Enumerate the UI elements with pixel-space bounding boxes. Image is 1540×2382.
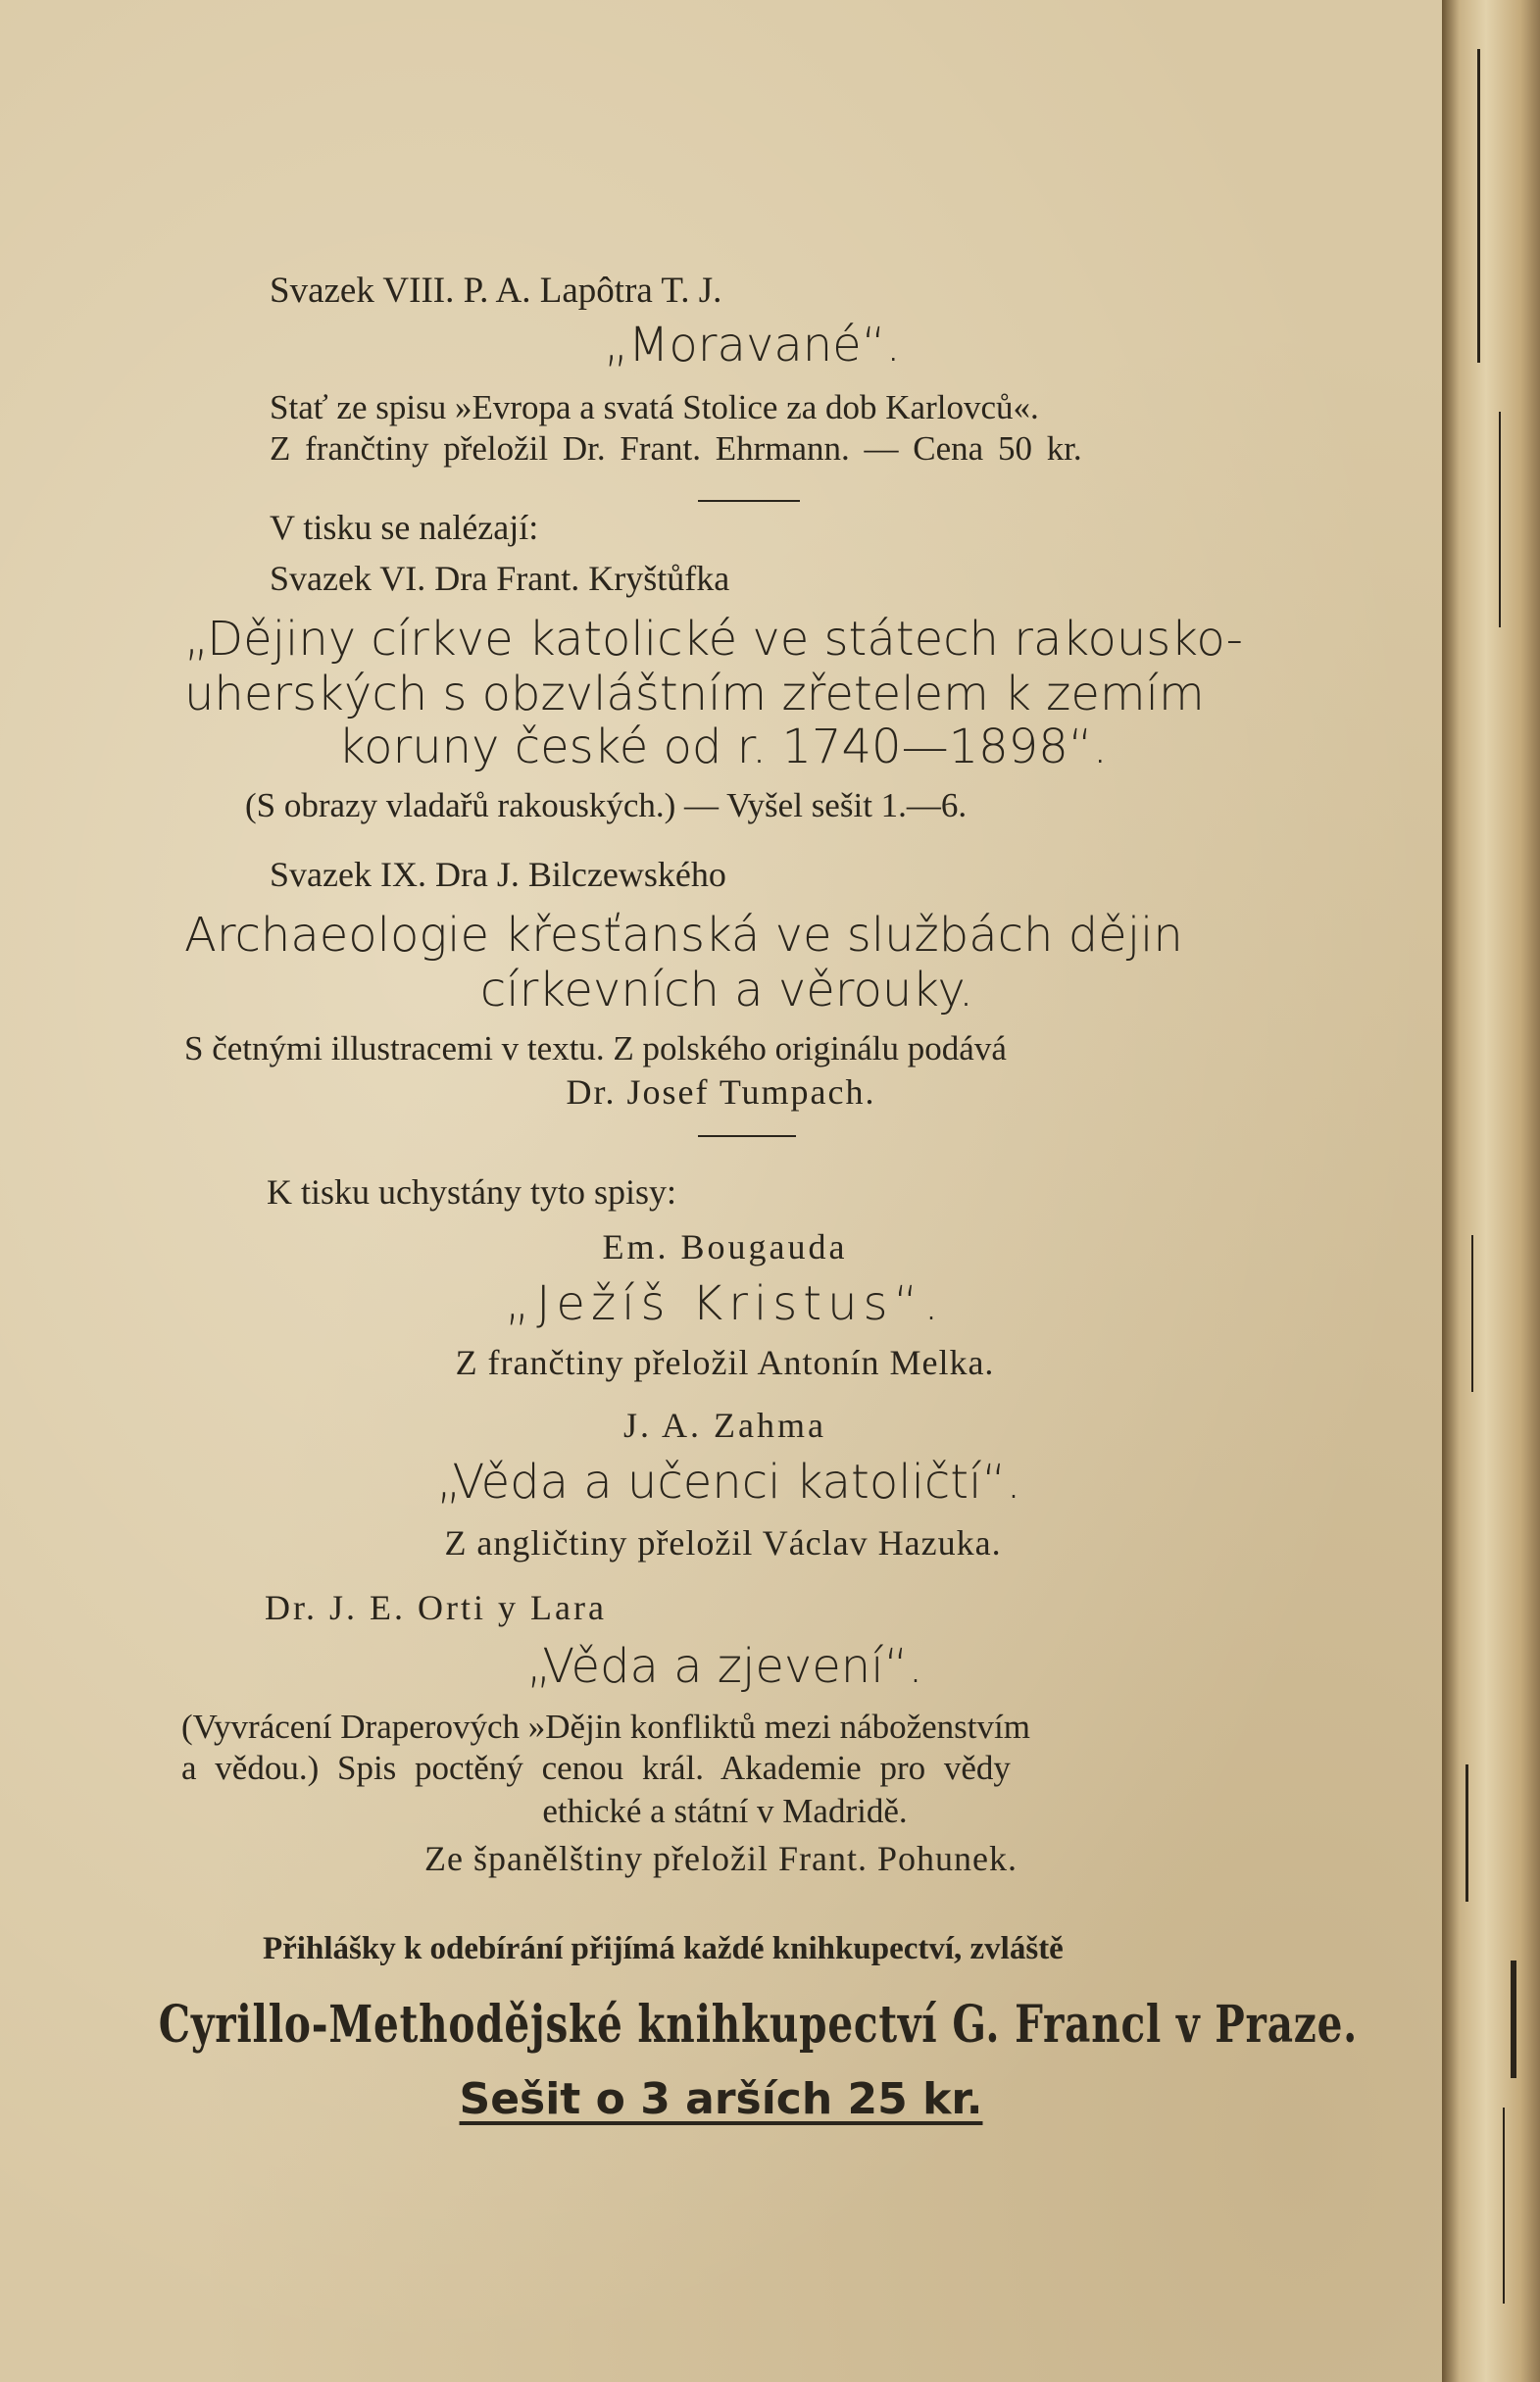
text-translator-hazuka: Z angličtiny přeložil Václav Hazuka. <box>444 1523 1002 1563</box>
title-veda-ucenci: „Věda a učenci katoličtí“. <box>436 1455 1021 1510</box>
text-translator-pohunek: Ze španělštiny přeložil Frant. Pohunek. <box>424 1839 1018 1878</box>
author-bougaud: Em. Bougauda <box>602 1227 848 1266</box>
book-spine-edge <box>1442 0 1540 2382</box>
title-veda-zjeveni: „Věda a zjevení“. <box>526 1639 923 1694</box>
svazek-vi-heading: Svazek VI. Dra Frant. Kryštůfka <box>270 559 730 598</box>
heading-k-tisku: K tisku uchystány tyto spisy: <box>267 1172 677 1212</box>
text-translator-ehrmann: Z frančtiny přeložil Dr. Frant. Ehrmann. — Cena 50 kr. <box>270 429 1082 468</box>
text-translator-melka: Z frančtiny přeložil Antonín Melka. <box>455 1343 995 1382</box>
title-archaeologie-line2: církevních a věrouky. <box>479 963 974 1017</box>
text-illustracemi: S četnými illustracemi v textu. Z polského originálu podává <box>184 1029 1007 1067</box>
text-vyvraceni-line1: (Vyvrácení Draperových »Dějin konfliktů mezi náboženstvím <box>181 1708 1030 1746</box>
text-vyvraceni-line3: ethické a státní v Madridě. <box>542 1792 908 1830</box>
author-zahm: J. A. Zahma <box>623 1406 826 1445</box>
text-tumpach: Dr. Josef Tumpach. <box>566 1072 876 1112</box>
text-prihlasky: Přihlášky k odebírání přijímá každé knihkupectví, zvláště <box>263 1931 1064 1966</box>
price-note: Sešit o 3 arších 25 kr. <box>459 2074 983 2124</box>
title-dejiny-line1: „Dějiny církve katolické ve státech rakousko- <box>184 612 1243 667</box>
title-jezis-kristus: „Ježíš Kristus“. <box>505 1276 945 1331</box>
publisher-name: Cyrillo-Methodějské knihkupectví G. Francl v Praze. <box>158 1995 1359 2055</box>
divider <box>698 1135 796 1137</box>
title-dejiny-line3: koruny české od r. 1740—1898“. <box>338 720 1108 774</box>
svazek-viii-heading: Svazek VIII. P. A. Lapôtra T. J. <box>270 271 722 311</box>
text-obrazy: (S obrazy vladařů rakouských.) — Vyšel sešit 1.—6. <box>245 786 968 824</box>
divider <box>698 500 800 502</box>
svazek-ix-heading: Svazek IX. Dra J. Bilczewského <box>270 855 726 894</box>
author-orti-y-lara: Dr. J. E. Orti y Lara <box>265 1588 607 1627</box>
text-stat: Stať ze spisu »Evropa a svatá Stolice za dob Karlovců«. <box>270 388 1039 426</box>
title-archaeologie-line1: Archaeologie křesťanská ve službách dějin <box>184 908 1183 963</box>
heading-v-tisku: V tisku se nalézají: <box>270 508 539 547</box>
text-vyvraceni-line2: a vědou.) Spis poctěný cenou král. Akademie pro vědy <box>181 1749 1011 1787</box>
title-dejiny-line2: uherských s obzvláštním zřetelem k zemím <box>184 667 1205 721</box>
title-moravane: „Moravané“. <box>604 318 901 372</box>
